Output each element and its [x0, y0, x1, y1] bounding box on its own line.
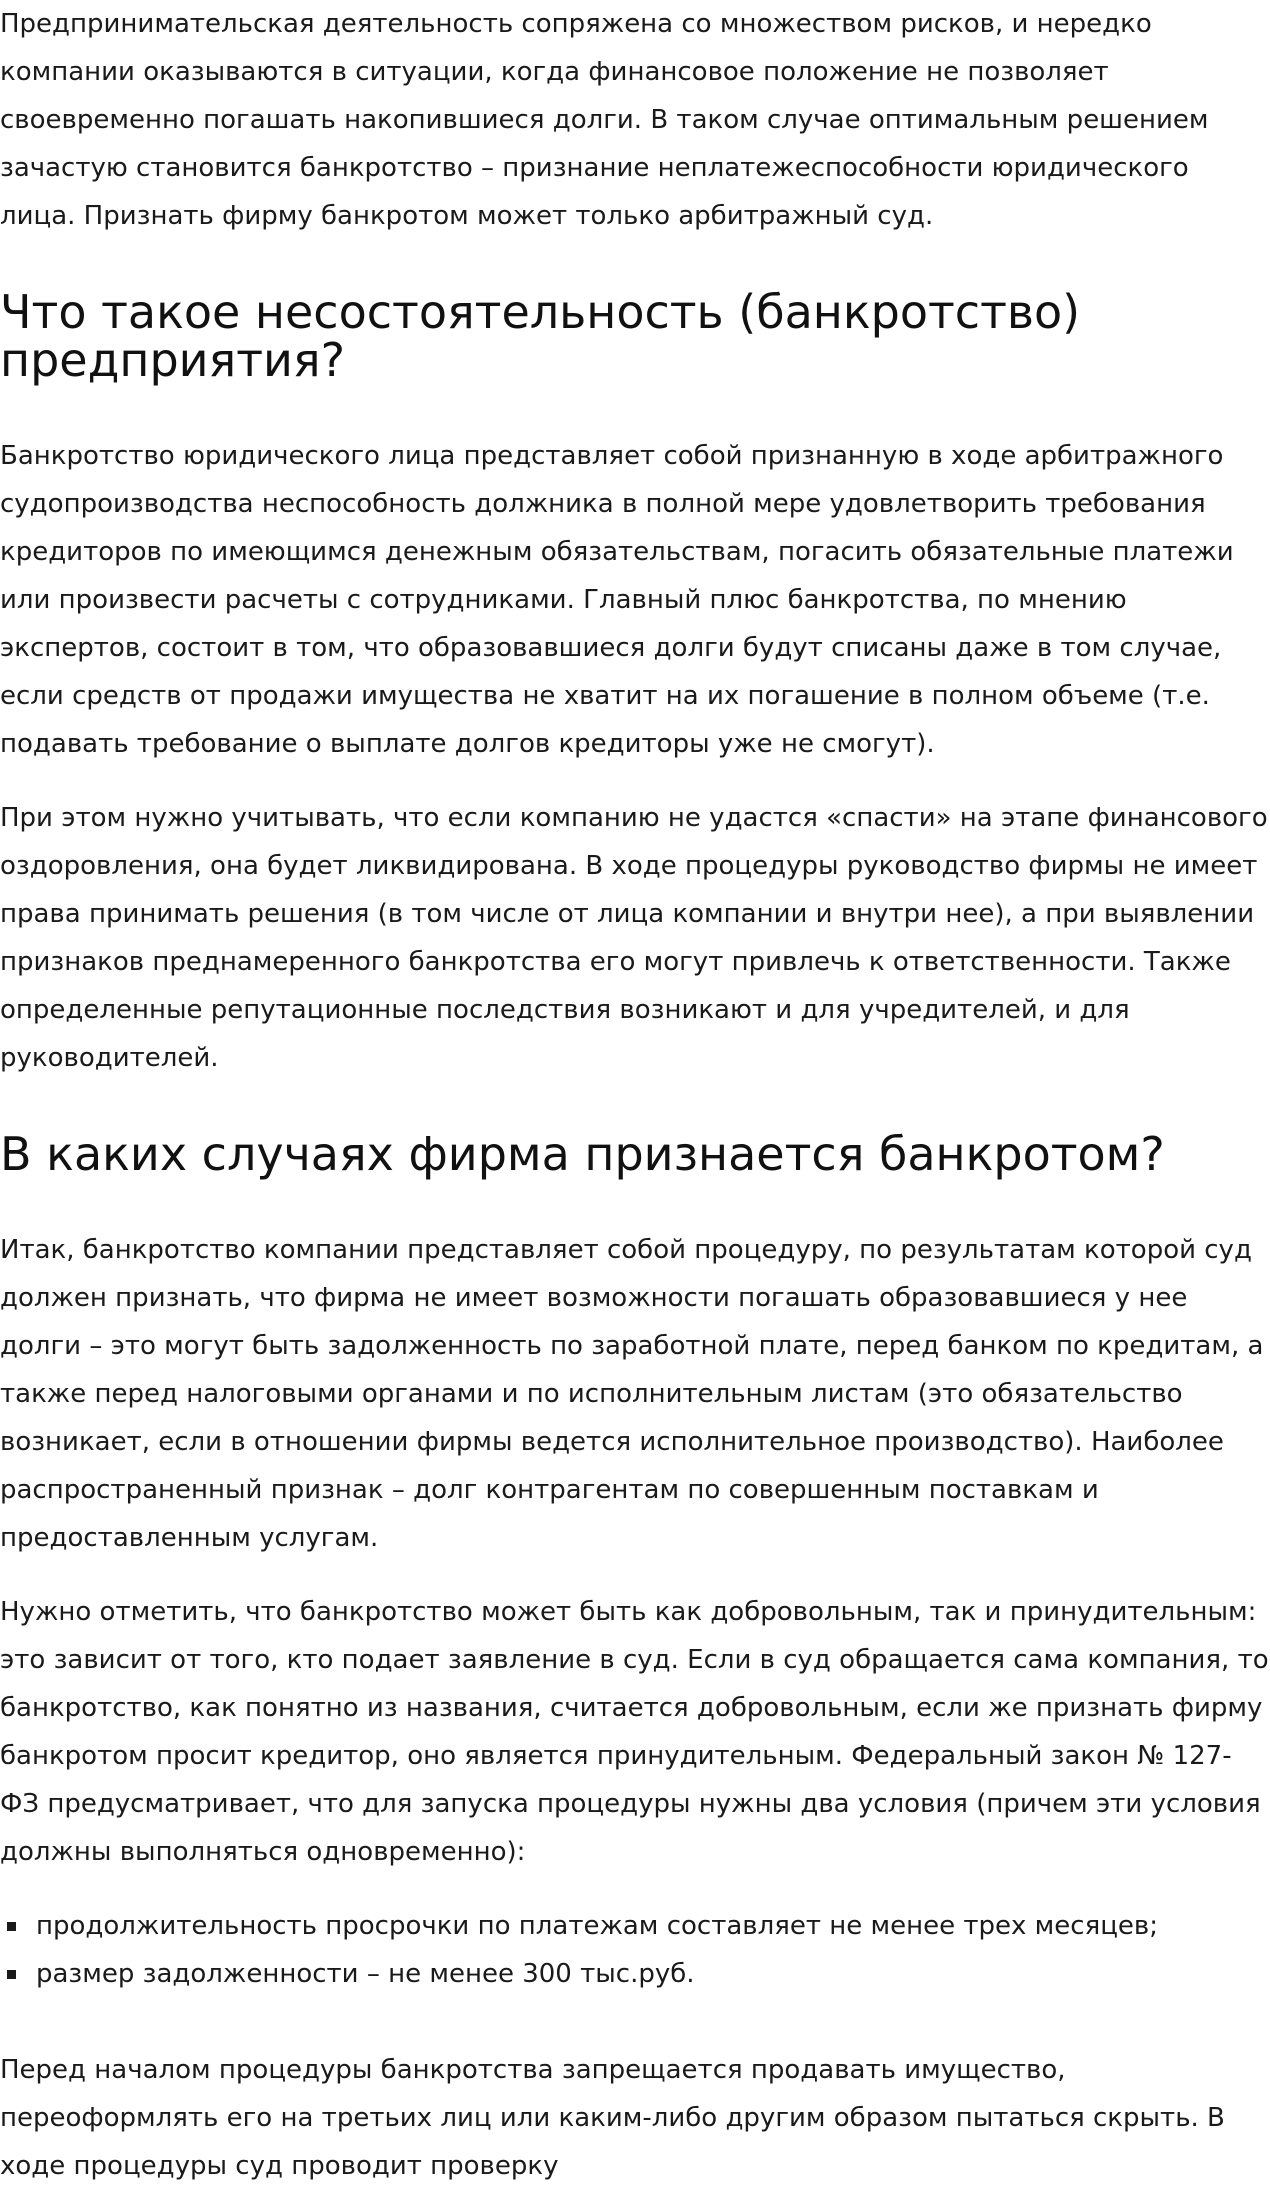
- section-heading-when-bankrupt: В каких случаях фирма признается банкротом?: [0, 1127, 1165, 1181]
- paragraph: При этом нужно учитывать, что если компанию не удастся «спасти» на этапе финансового оздоровления, она будет ликвидирована. В ходе процедуры руководство фирмы не имеет права принимать решения (в том числе от лица компании и внутри нее), а при выявлении признаков преднамеренного банкротства его могут привлечь к ответственности. Также определенные репутационные последствия возникают и для учредителей, и для руководителей.: [0, 803, 1268, 1073]
- list-item-text: продолжительность просрочки по платежам составляет не менее трех месяцев;: [36, 1911, 1158, 1941]
- list-item: [0, 1902, 1270, 1950]
- conditions-list: [0, 1902, 1270, 1998]
- intro-paragraph: Предпринимательская деятельность сопряжена со множеством рисков, и нередко компании оказываются в ситуации, когда финансовое положение не позволяет своевременно погашать накопившиеся долги. В таком случае оптимальным решением зачастую становится банкротство – признание неплатежеспособности юридического лица. Признать фирму банкротом может только арбитражный суд.: [0, 9, 1209, 231]
- closing-paragraph: Перед началом процедуры банкротства запрещается продавать имущество, переоформлять его на третьих лиц или каким-либо другим образом пытаться скрыть. В ходе процедуры суд проводит проверку: [0, 2055, 1225, 2181]
- list-item-text: размер задолженности – не менее 300 тыс.руб.: [36, 1959, 695, 1989]
- bullet-icon: [7, 1970, 16, 1979]
- paragraph: Нужно отметить, что банкротство может быть как добровольным, так и принудительным: это зависит от того, кто подает заявление в суд. Если в суд обращается сама компания, то банкротство, как понятно из названия, считается добровольным, если же признать фирму банкротом просит кредитор, оно является принудительным. Федеральный закон № 127-ФЗ предусматривает, что для запуска процедуры нужны два условия (причем эти условия должны выполняться одновременно):: [0, 1597, 1269, 1867]
- paragraph: Итак, банкротство компании представляет собой процедуру, по результатам которой суд должен признать, что фирма не имеет возможности погашать образовавшиеся у нее долги – это могут быть задолженность по заработной плате, перед банком по кредитам, а также перед налоговыми органами и по исполнительным листам (это обязательство возникает, если в отношении фирмы ведется исполнительное производство). Наиболее распространенный признак – долг контрагентам по совершенным поставкам и предоставленным услугам.: [0, 1235, 1264, 1553]
- paragraph: Банкротство юридического лица представляет собой признанную в ходе арбитражного судопроизводства неспособность должника в полной мере удовлетворить требования кредиторов по имеющимся денежным обязательствам, погасить обязательные платежи или произвести расчеты с сотрудниками. Главный плюс банкротства, по мнению экспертов, состоит в том, что образовавшиеся долги будут списаны даже в том случае, если средств от продажи имущества не хватит на их погашение в полном объеме (т.е. подавать требование о выплате долгов кредиторы уже не смогут).: [0, 441, 1234, 759]
- list-item: [0, 1950, 1270, 1998]
- bullet-icon: [7, 1922, 16, 1931]
- section-heading-what-is-bankruptcy: Что такое несостоятельность (банкротство) предприятия?: [0, 285, 1081, 387]
